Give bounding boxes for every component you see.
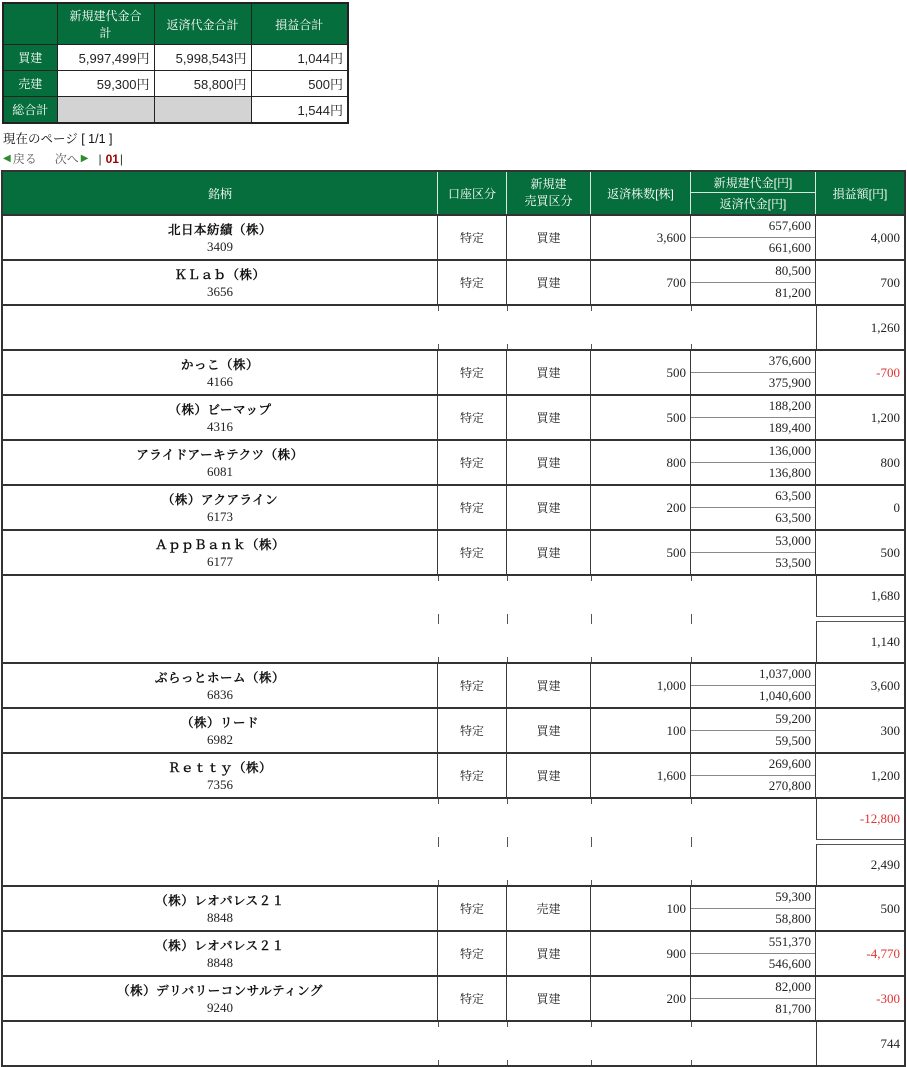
stock-code: 6982: [207, 732, 233, 747]
profit-loss-cell: 1,260: [816, 306, 904, 349]
position-row: [3, 394, 904, 439]
column-border-tick: [591, 1060, 592, 1065]
prev-arrow-icon[interactable]: ◀: [3, 152, 11, 164]
amounts-cell: [691, 441, 816, 484]
account-type-cell: 特定: [438, 664, 507, 707]
column-border-tick: [691, 880, 692, 885]
new-amount-value: 1,037,000: [691, 664, 815, 686]
sell-new-total: 59,300円: [57, 71, 154, 97]
position-row: [3, 529, 904, 574]
column-border-tick: [691, 619, 692, 624]
column-border-tick: [507, 1060, 508, 1065]
column-border-tick: [507, 306, 508, 311]
current-page-text: 現在のページ [ 1/1 ]: [3, 132, 113, 146]
repay-amount-value: 53,500: [775, 555, 811, 571]
repay-shares-cell: 500: [591, 531, 691, 574]
summary-label-buy: 買建: [3, 45, 57, 71]
stock-name: かっこ（株）: [180, 358, 259, 372]
buy-new-total: 5,997,499円: [57, 45, 154, 71]
grand-pl-total: 1,544円: [251, 97, 348, 124]
column-border-tick: [691, 1022, 692, 1027]
profit-loss-cell: 2,490: [816, 844, 904, 885]
new-amount-value: 82,000: [691, 977, 815, 999]
stock-code: 6836: [207, 687, 233, 702]
column-border-tick: [591, 799, 592, 804]
new-amount-value: 657,600: [691, 216, 815, 238]
repay-shares-cell: 700: [591, 261, 691, 304]
amounts-cell: [691, 887, 816, 930]
column-border-tick: [507, 842, 508, 847]
column-border-tick: [591, 880, 592, 885]
position-row-empty: [3, 842, 904, 885]
repay-shares-cell: 1,000: [591, 664, 691, 707]
position-row: [3, 975, 904, 1020]
stock-name-cell: [3, 709, 438, 752]
trade-side-cell: 買建: [507, 754, 591, 797]
amounts-cell: [691, 261, 816, 304]
grand-new-total-blank: [57, 97, 154, 124]
column-border-tick: [591, 306, 592, 311]
stock-name-cell: [3, 261, 438, 304]
header-repay-amount: 返済代金[円]: [719, 197, 787, 211]
header-trade-side-line2: 売買区分: [524, 194, 573, 208]
stock-name: （株）レオパレス２１: [155, 939, 285, 953]
repay-shares-cell: 200: [591, 977, 691, 1020]
stock-name-cell: [3, 216, 438, 259]
repay-shares-cell: 200: [591, 486, 691, 529]
positions-table-body: [3, 214, 904, 1065]
page-list-pipe-right: |: [119, 151, 124, 166]
position-row: [3, 349, 904, 394]
column-border-tick: [438, 1060, 439, 1065]
stock-code: 6081: [207, 464, 233, 479]
trade-side-cell: 買建: [507, 932, 591, 975]
amounts-cell: [691, 709, 816, 752]
positions-table: [1, 170, 906, 1067]
column-border-tick: [691, 799, 692, 804]
next-arrow-icon[interactable]: ▶: [80, 152, 89, 164]
repay-amount-value: 375,900: [768, 375, 811, 391]
repay-amount-value: 81,200: [775, 285, 811, 301]
column-border-tick: [691, 1060, 692, 1065]
profit-loss-cell: 500: [880, 544, 900, 560]
amounts-cell: [691, 351, 816, 394]
position-row: [3, 439, 904, 484]
profit-loss-cell: 1,200: [870, 409, 900, 425]
profit-loss-cell: 300: [880, 722, 900, 738]
stock-name: （株）リード: [180, 716, 259, 730]
repay-shares-cell: 100: [591, 709, 691, 752]
amounts-cell: [691, 531, 816, 574]
stock-name: ＡｐｐＢａｎｋ（株）: [154, 538, 285, 552]
column-border-tick: [591, 1022, 592, 1027]
trade-side-cell: 買建: [507, 441, 591, 484]
stock-name-cell: [3, 932, 438, 975]
amounts-cell: [691, 216, 816, 259]
account-type-cell: 特定: [438, 441, 507, 484]
column-border-tick: [438, 344, 439, 349]
amounts-cell: [691, 486, 816, 529]
profit-loss-cell: 1,140: [816, 621, 904, 662]
stock-name-cell: [3, 351, 438, 394]
repay-shares-cell: 1,600: [591, 754, 691, 797]
repay-shares-cell: 800: [591, 441, 691, 484]
stock-name-cell: [3, 887, 438, 930]
column-border-tick: [507, 657, 508, 662]
stock-code: 6177: [207, 554, 233, 569]
repay-shares-cell: 500: [591, 396, 691, 439]
column-border-tick: [591, 657, 592, 662]
stock-name: ぶらっとホーム（株）: [154, 671, 285, 685]
trade-side-cell: 買建: [507, 216, 591, 259]
summary-col-new-total: 新規建代金合計: [57, 3, 154, 45]
account-type-cell: 特定: [438, 932, 507, 975]
column-border-tick: [691, 306, 692, 311]
repay-shares-cell: 3,600: [591, 216, 691, 259]
summary-label-sell: 売建: [3, 71, 57, 97]
new-amount-value: 269,600: [691, 754, 815, 776]
buy-pl-total: 1,044円: [251, 45, 348, 71]
account-type-cell: 特定: [438, 396, 507, 439]
profit-loss-cell: 800: [880, 454, 900, 470]
stock-code: 9240: [207, 1000, 233, 1015]
header-trade-side-line1: 新規建: [530, 176, 567, 191]
stock-name-cell: [3, 664, 438, 707]
profit-loss-cell: 700: [880, 274, 900, 290]
pager-nav: [3, 150, 907, 167]
repay-amount-value: 63,500: [775, 510, 811, 526]
account-type-cell: 特定: [438, 261, 507, 304]
column-border-tick: [438, 619, 439, 624]
profit-loss-cell: -4,770: [866, 945, 900, 961]
new-amount-value: 59,200: [691, 709, 815, 731]
trade-side-cell: 買建: [507, 261, 591, 304]
column-border-tick: [691, 842, 692, 847]
stock-name: （株）アクアライン: [161, 493, 279, 507]
position-row-empty: [3, 304, 904, 349]
column-border-tick: [591, 344, 592, 349]
profit-loss-cell: 4,000: [870, 229, 900, 245]
position-row: [3, 259, 904, 304]
column-border-tick: [691, 657, 692, 662]
stock-name: （株）レオパレス２１: [155, 894, 285, 908]
account-type-cell: 特定: [438, 351, 507, 394]
stock-name: （株）ビーマップ: [168, 403, 272, 417]
column-border-tick: [438, 576, 439, 581]
position-row: [3, 752, 904, 797]
account-type-cell: 特定: [438, 486, 507, 529]
stock-name: （株）デリバリーコンサルティング: [117, 984, 323, 998]
repay-shares-cell: 900: [591, 932, 691, 975]
trade-side-cell: 買建: [507, 531, 591, 574]
profit-loss-cell: 500: [880, 900, 900, 916]
position-row: [3, 662, 904, 707]
account-type-cell: 特定: [438, 754, 507, 797]
column-border-tick: [507, 1022, 508, 1027]
summary-col-pl-total: 損益合計: [251, 3, 348, 45]
column-border-tick: [591, 619, 592, 624]
column-border-tick: [507, 880, 508, 885]
summary-table: [2, 2, 349, 124]
position-row-empty: [3, 574, 904, 619]
account-type-cell: 特定: [438, 887, 507, 930]
stock-name: アライドアーキテクツ（株）: [136, 448, 304, 462]
account-type-cell: 特定: [438, 216, 507, 259]
stock-name: ＫＬａｂ（株）: [174, 268, 266, 282]
amounts-cell: [691, 754, 816, 797]
summary-col-repay-total: 返済代金合計: [154, 3, 251, 45]
page-number-link[interactable]: 01: [105, 151, 119, 166]
header-stock: 銘柄: [3, 172, 438, 214]
position-row: [3, 930, 904, 975]
trade-side-cell: 売建: [507, 887, 591, 930]
account-type-cell: 特定: [438, 709, 507, 752]
column-border-tick: [507, 344, 508, 349]
summary-row-buy: [3, 45, 348, 71]
sell-pl-total: 500円: [251, 71, 348, 97]
profit-loss-cell: 3,600: [870, 677, 900, 693]
position-row: [3, 885, 904, 930]
position-row-empty: [3, 797, 904, 842]
column-border-tick: [438, 799, 439, 804]
trade-side-cell: 買建: [507, 396, 591, 439]
header-new-amount: 新規建代金[円]: [691, 172, 815, 193]
repay-amount-value: 661,600: [768, 240, 811, 256]
new-amount-value: 551,370: [691, 932, 815, 954]
trade-side-cell: 買建: [507, 664, 591, 707]
summary-row-sell: [3, 71, 348, 97]
stock-code: 3409: [207, 239, 233, 254]
header-trade-side: [507, 172, 591, 214]
profit-loss-cell: 744: [816, 1022, 904, 1065]
stock-code: 4166: [207, 374, 233, 389]
column-border-tick: [438, 657, 439, 662]
grand-repay-total-blank: [154, 97, 251, 124]
stock-code: 4316: [207, 419, 233, 434]
new-amount-value: 63,500: [691, 486, 815, 508]
stock-name: Ｒｅｔｔｙ（株）: [167, 761, 272, 775]
position-row: [3, 214, 904, 259]
header-account-type: 口座区分: [438, 172, 507, 214]
column-border-tick: [438, 842, 439, 847]
column-border-tick: [591, 576, 592, 581]
repay-amount-value: 189,400: [768, 420, 811, 436]
new-amount-value: 53,000: [691, 531, 815, 553]
stock-name-cell: [3, 531, 438, 574]
repay-amount-value: 58,800: [775, 911, 811, 927]
stock-name-cell: [3, 486, 438, 529]
amounts-cell: [691, 977, 816, 1020]
profit-loss-cell: -700: [876, 364, 900, 380]
account-type-cell: 特定: [438, 531, 507, 574]
column-border-tick: [507, 799, 508, 804]
new-amount-value: 188,200: [691, 396, 815, 418]
stock-code: 3656: [207, 284, 233, 299]
profit-loss-cell: 0: [893, 499, 900, 515]
profit-loss-cell: -300: [876, 990, 900, 1006]
repay-amount-value: 1,040,600: [759, 688, 811, 704]
column-border-tick: [507, 619, 508, 624]
position-row-empty: [3, 619, 904, 662]
stock-name-cell: [3, 977, 438, 1020]
account-type-cell: 特定: [438, 977, 507, 1020]
back-link[interactable]: 戻る: [12, 152, 37, 166]
profit-loss-cell: -12,800: [816, 799, 904, 840]
stock-code: 7356: [207, 777, 233, 792]
stock-code: 8848: [207, 955, 233, 970]
column-border-tick: [507, 576, 508, 581]
column-border-tick: [691, 344, 692, 349]
stock-code: 6173: [207, 509, 233, 524]
position-row-empty: [3, 1020, 904, 1065]
next-link[interactable]: 次へ: [54, 152, 79, 166]
stock-name-cell: [3, 441, 438, 484]
stock-name: 北日本紡績（株）: [167, 223, 272, 237]
repay-amount-value: 546,600: [768, 956, 811, 972]
stock-name-cell: [3, 396, 438, 439]
column-border-tick: [438, 1022, 439, 1027]
trade-side-cell: 買建: [507, 709, 591, 752]
header-amounts: [691, 172, 816, 214]
repay-shares-cell: 100: [591, 887, 691, 930]
new-amount-value: 59,300: [691, 887, 815, 909]
repay-amount-value: 270,800: [768, 778, 811, 794]
profit-loss-cell: 1,200: [870, 767, 900, 783]
page-list-pipe-left: |: [98, 151, 102, 166]
header-profit-loss: 損益額[円]: [832, 186, 888, 201]
position-row: [3, 484, 904, 529]
amounts-cell: [691, 664, 816, 707]
summary-header-row: [3, 3, 348, 45]
trade-side-cell: 買建: [507, 486, 591, 529]
header-repay-shares: 返済株数[株]: [591, 172, 691, 214]
new-amount-value: 136,000: [691, 441, 815, 463]
amounts-cell: [691, 932, 816, 975]
profit-loss-cell: 1,680: [816, 576, 904, 617]
summary-label-grand-total: 総合計: [3, 97, 57, 124]
amounts-cell: [691, 396, 816, 439]
column-border-tick: [438, 880, 439, 885]
stock-code: 8848: [207, 910, 233, 925]
repay-amount-value: 59,500: [775, 733, 811, 749]
trade-side-cell: 買建: [507, 351, 591, 394]
summary-row-grand-total: [3, 97, 348, 124]
repay-amount-value: 81,700: [775, 1001, 811, 1017]
new-amount-value: 80,500: [691, 261, 815, 283]
repay-amount-value: 136,800: [768, 465, 811, 481]
trade-side-cell: 買建: [507, 977, 591, 1020]
position-row: [3, 707, 904, 752]
new-amount-value: 376,600: [691, 351, 815, 373]
stock-name-cell: [3, 754, 438, 797]
sell-repay-total: 58,800円: [154, 71, 251, 97]
summary-corner-cell: [3, 3, 57, 45]
positions-table-header: [3, 172, 904, 214]
column-border-tick: [691, 576, 692, 581]
column-border-tick: [438, 306, 439, 311]
column-border-tick: [591, 842, 592, 847]
buy-repay-total: 5,998,543円: [154, 45, 251, 71]
repay-shares-cell: 500: [591, 351, 691, 394]
